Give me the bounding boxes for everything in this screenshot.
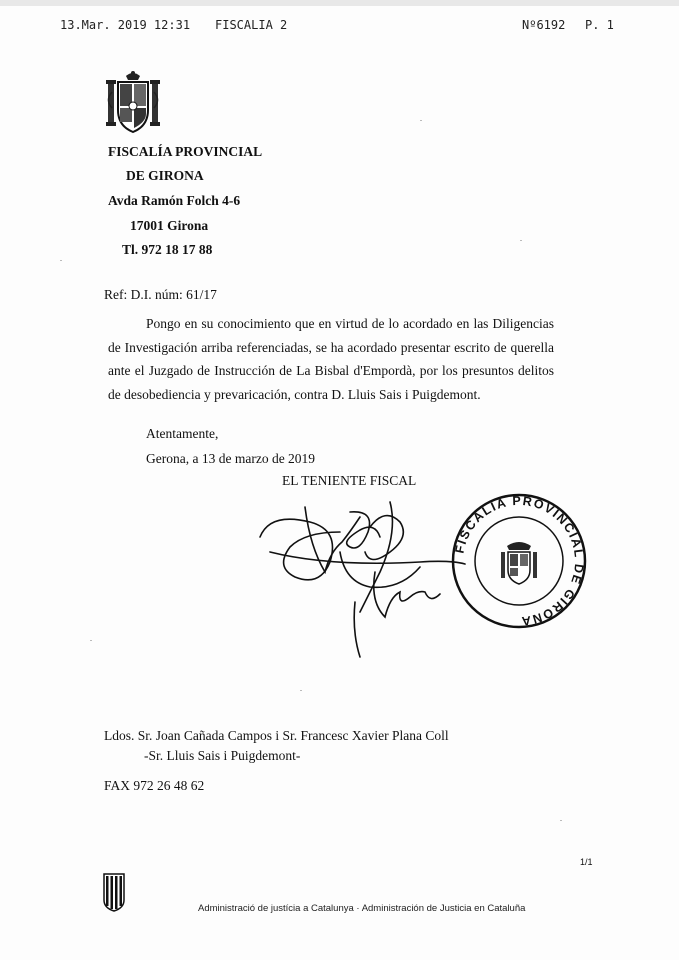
scan-speck (560, 820, 562, 821)
scan-speck (420, 120, 422, 121)
office-street: Avda Ramón Folch 4-6 (108, 193, 241, 208)
body-paragraph (108, 312, 554, 406)
scan-speck (90, 640, 92, 641)
fax-sender: FISCALIA 2 (215, 18, 288, 32)
coat-of-arms-icon (104, 70, 162, 134)
office-name-line1: FISCALÍA PROVINCIAL (108, 144, 263, 159)
catalan-flag-icon (103, 872, 125, 912)
fax-transmission-header (60, 18, 620, 36)
reference-number: Ref: D.I. núm: 61/17 (104, 287, 217, 302)
place-date: Gerona, a 13 de marzo de 2019 (146, 451, 316, 466)
handwritten-signature (250, 492, 470, 662)
fax-number: Nº6192 (522, 18, 566, 32)
scan-speck (300, 690, 302, 691)
official-seal-icon (448, 490, 590, 632)
scan-speck (60, 260, 62, 261)
signatory-title: EL TENIENTE FISCAL (282, 473, 417, 488)
scan-speck (520, 240, 522, 241)
fax-page: P. 1 (585, 18, 614, 32)
office-name-line2: DE GIRONA (126, 168, 204, 183)
closing: Atentamente, (146, 426, 219, 441)
recipients-line2: -Sr. Lluis Sais i Puigdemont- (144, 748, 301, 763)
footer-administration: Administració de justícia a Catalunya · Administración de Justicia en Cataluña (198, 903, 526, 914)
scan-top-edge (0, 0, 679, 6)
page-count: 1/1 (580, 857, 593, 867)
office-city: 17001 Girona (130, 218, 209, 233)
fax-date-time: 13.Mar. 2019 12:31 (60, 18, 191, 32)
seal-text: FISCALIA PROVINCIAL DE GIRONA (452, 493, 587, 629)
fax-number-line: FAX 972 26 48 62 (104, 778, 205, 793)
recipients-line1: Ldos. Sr. Joan Cañada Campos i Sr. Francesc Xavier Plana Coll (104, 728, 449, 743)
office-phone: Tl. 972 18 17 88 (122, 242, 213, 257)
body-text: Pongo en su conocimiento que en virtud de lo acordado en las Diligencias de Investigación arriba referenciadas, se ha acordado presentar escrito de querella ante el Juzgado de Instrucción de La Bisbal d'Empordà, por los presuntos delitos de desobediencia y prevaricación, contra D. Lluis Sais i Puigdemont. (108, 316, 554, 402)
